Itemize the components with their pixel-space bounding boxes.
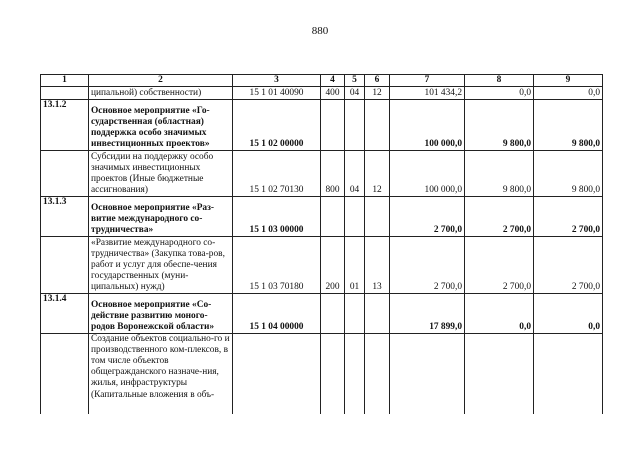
table-row: [41, 197, 603, 237]
row-amount-y2-cell: 9 800,0: [465, 100, 534, 151]
table-row: [41, 100, 603, 151]
row-amount-y2-cell: [465, 334, 534, 414]
header-col-7: 7: [390, 75, 465, 87]
row-amount-y3-cell: [534, 334, 603, 414]
row-amount-y3-cell: 0,0: [534, 87, 603, 100]
header-col-2: 2: [89, 75, 233, 87]
row-name-cell: Основное мероприятие «Со-действие развитию моного-родов Воронежской области»: [89, 294, 233, 334]
row-code-cell: [41, 151, 89, 197]
header-col-6: 6: [365, 75, 390, 87]
row-amount-y3-cell: 2 700,0: [534, 197, 603, 237]
row-kbk-cell: 15 1 03 00000: [233, 197, 321, 237]
row-amount-y3-cell: 2 700,0: [534, 237, 603, 294]
row-rz-cell: [345, 294, 365, 334]
row-vr-cell: 800: [321, 151, 345, 197]
row-amount-y1-cell: 101 434,2: [390, 87, 465, 100]
table-row: [41, 87, 603, 100]
row-code-cell: 13.1.4: [41, 294, 89, 334]
header-col-9: 9: [534, 75, 603, 87]
row-vr-cell: [321, 100, 345, 151]
row-rz-cell: 04: [345, 87, 365, 100]
table-row: [41, 294, 603, 334]
row-pr-cell: 12: [365, 151, 390, 197]
row-amount-y1-cell: 100 000,0: [390, 151, 465, 197]
header-row: [41, 75, 603, 87]
row-pr-cell: [365, 100, 390, 151]
row-amount-y2-cell: 9 800,0: [465, 151, 534, 197]
row-vr-cell: [321, 197, 345, 237]
row-kbk-cell: 15 1 03 70180: [233, 237, 321, 294]
page-number: 880: [311, 25, 329, 37]
header-col-3: 3: [233, 75, 321, 87]
row-vr-cell: 400: [321, 87, 345, 100]
row-name-cell: Создание объектов социально-го и производственного ком-плексов, в том числе объектов общегражданского назначе-ния, жилья, инфраструктуры (Капитальные вложения в объ-: [89, 334, 233, 414]
row-code-cell: 13.1.2: [41, 100, 89, 151]
table-row: [41, 237, 603, 294]
row-kbk-cell: 15 1 01 40090: [233, 87, 321, 100]
row-code-cell: [41, 87, 89, 100]
table-row: [41, 151, 603, 197]
row-kbk-cell: 15 1 02 00000: [233, 100, 321, 151]
row-vr-cell: 200: [321, 237, 345, 294]
row-name-cell: Основное мероприятие «Раз-витие международного со-трудничества»: [89, 197, 233, 237]
row-rz-cell: [345, 100, 365, 151]
row-amount-y1-cell: 17 899,0: [390, 294, 465, 334]
row-amount-y1-cell: 2 700,0: [390, 197, 465, 237]
row-rz-cell: 01: [345, 237, 365, 294]
row-pr-cell: 13: [365, 237, 390, 294]
row-kbk-cell: [233, 334, 321, 414]
row-rz-cell: [345, 197, 365, 237]
budget-table: [40, 74, 603, 414]
row-code-cell: 13.1.3: [41, 197, 89, 237]
row-pr-cell: 12: [365, 87, 390, 100]
row-pr-cell: [365, 294, 390, 334]
header-col-4: 4: [321, 75, 345, 87]
row-name-cell: Основное мероприятие «Го-сударственная (областная) поддержка особо значимых инвестиционных проектов»: [89, 100, 233, 151]
header-col-5: 5: [345, 75, 365, 87]
row-kbk-cell: 15 1 02 70130: [233, 151, 321, 197]
row-amount-y2-cell: 2 700,0: [465, 237, 534, 294]
row-amount-y1-cell: 100 000,0: [390, 100, 465, 151]
row-pr-cell: [365, 334, 390, 414]
table-row: [41, 334, 603, 414]
row-amount-y3-cell: 9 800,0: [534, 100, 603, 151]
row-name-cell: ципальной) собственности): [89, 87, 233, 100]
row-code-cell: [41, 237, 89, 294]
row-amount-y3-cell: 0,0: [534, 294, 603, 334]
header-col-8: 8: [465, 75, 534, 87]
row-rz-cell: [345, 334, 365, 414]
row-amount-y2-cell: 0,0: [465, 294, 534, 334]
row-kbk-cell: 15 1 04 00000: [233, 294, 321, 334]
row-vr-cell: [321, 294, 345, 334]
row-amount-y2-cell: 0,0: [465, 87, 534, 100]
row-pr-cell: [365, 197, 390, 237]
row-rz-cell: 04: [345, 151, 365, 197]
row-amount-y2-cell: 2 700,0: [465, 197, 534, 237]
row-name-cell: Субсидии на поддержку особо значимых инвестиционных проектов (Иные бюджетные ассигнования): [89, 151, 233, 197]
row-amount-y1-cell: [390, 334, 465, 414]
header-col-1: 1: [41, 75, 89, 87]
row-amount-y1-cell: 2 700,0: [390, 237, 465, 294]
row-amount-y3-cell: 9 800,0: [534, 151, 603, 197]
row-code-cell: [41, 334, 89, 414]
row-vr-cell: [321, 334, 345, 414]
row-name-cell: «Развитие международного со-трудничества» (Закупка това-ров, работ и услуг для обеспе-чения государственных (муни-ципальных) нужд): [89, 237, 233, 294]
